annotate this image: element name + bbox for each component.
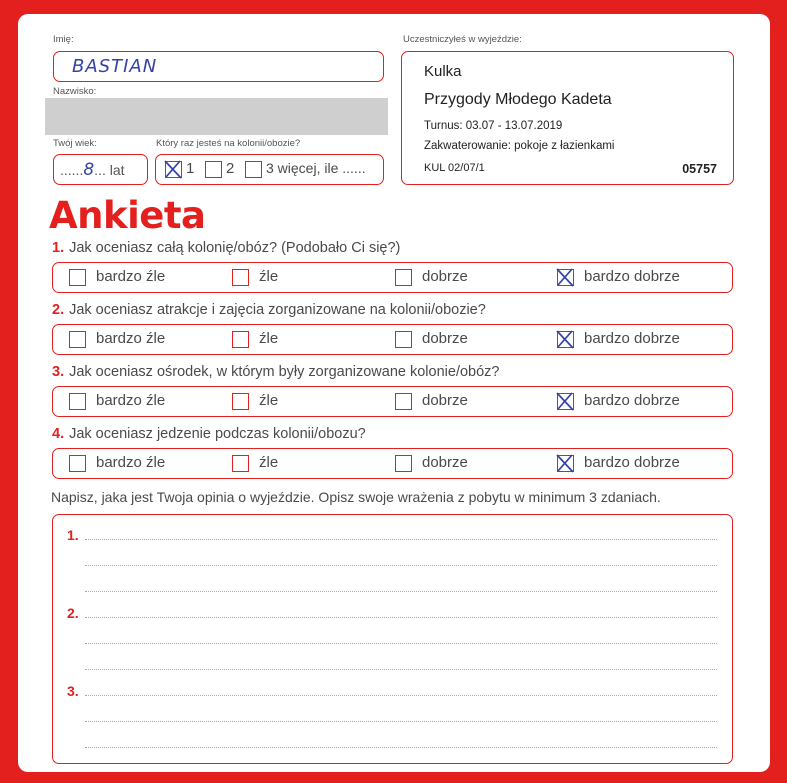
opinion-line-number: 1.	[67, 527, 79, 543]
question-number: 3.	[52, 364, 65, 380]
question-number: 2.	[52, 302, 65, 318]
survey-title: Ankieta	[49, 194, 206, 237]
writing-line	[85, 565, 717, 566]
trip-name: Przygody Młodego Kadeta	[424, 91, 612, 108]
option-label: źle	[259, 330, 279, 347]
trip-info-box	[401, 51, 734, 185]
times-checkbox-1[interactable]	[165, 161, 182, 178]
option-label: dobrze	[422, 454, 468, 471]
opinion-prompt: Napisz, jaka jest Twoja opinia o wyjeździe. Opisz swoje wrażenia z pobytu w minimum 3 zdaniach.	[51, 489, 661, 505]
trip-label: Uczestniczyłeś w wyjeździe:	[403, 34, 522, 45]
question-text: Jak oceniasz ośrodek, w którym były zorganizowane kolonie/obóz?	[69, 364, 500, 380]
option-label: źle	[259, 392, 279, 409]
option-label: źle	[259, 454, 279, 471]
writing-line	[85, 617, 717, 618]
writing-line	[85, 591, 717, 592]
age-field[interactable]	[53, 154, 148, 185]
option-label: bardzo dobrze	[584, 454, 680, 471]
name-value: BASTIAN	[72, 56, 158, 77]
times-option-3: 3 więcej, ile ......	[266, 160, 366, 176]
question-text: Jak oceniasz całą kolonię/obóz? (Podobało Ci się?)	[69, 240, 401, 256]
option-checkbox[interactable]	[557, 393, 574, 410]
question-4-text	[52, 426, 366, 442]
times-checkbox-2[interactable]	[205, 161, 222, 178]
trip-number: 05757	[682, 162, 717, 176]
option-checkbox[interactable]	[232, 331, 249, 348]
option-checkbox[interactable]	[69, 455, 86, 472]
age-label: Twój wiek:	[53, 138, 97, 149]
option-label: bardzo dobrze	[584, 268, 680, 285]
times-checkbox-3[interactable]	[245, 161, 262, 178]
writing-line	[85, 721, 717, 722]
option-label: dobrze	[422, 392, 468, 409]
question-text: Jak oceniasz jedzenie podczas kolonii/obozu?	[69, 426, 366, 442]
times-option-1: 1	[186, 160, 195, 177]
writing-line	[85, 539, 717, 540]
option-label: bardzo dobrze	[584, 330, 680, 347]
option-label: bardzo źle	[96, 330, 166, 347]
option-label: dobrze	[422, 268, 468, 285]
trip-company: Kulka	[424, 63, 462, 80]
option-checkbox[interactable]	[557, 331, 574, 348]
option-checkbox[interactable]	[395, 331, 412, 348]
cross-mark-icon	[555, 391, 575, 411]
times-option-2: 2	[226, 160, 235, 177]
option-label: bardzo źle	[96, 268, 166, 285]
option-checkbox[interactable]	[69, 331, 86, 348]
option-checkbox[interactable]	[232, 269, 249, 286]
writing-line	[85, 695, 717, 696]
question-3-text	[52, 364, 499, 380]
option-label: bardzo źle	[96, 392, 166, 409]
trip-code: KUL 02/07/1	[424, 162, 485, 174]
question-number: 1.	[52, 240, 65, 256]
option-label: źle	[259, 268, 279, 285]
times-field	[155, 154, 384, 185]
opinion-line-number: 3.	[67, 683, 79, 699]
age-value: 8	[83, 160, 95, 180]
age-suffix: ... lat	[94, 162, 125, 178]
option-checkbox[interactable]	[69, 393, 86, 410]
option-checkbox[interactable]	[557, 455, 574, 472]
surname-label: Nazwisko:	[53, 86, 97, 97]
cross-mark-icon	[555, 453, 575, 473]
survey-sheet	[18, 14, 770, 772]
option-checkbox[interactable]	[232, 393, 249, 410]
cross-mark-icon	[555, 267, 575, 287]
times-label: Który raz jesteś na kolonii/obozie?	[156, 138, 301, 149]
option-label: bardzo dobrze	[584, 392, 680, 409]
writing-line	[85, 669, 717, 670]
writing-line	[85, 747, 717, 748]
question-text: Jak oceniasz atrakcje i zajęcia zorganizowane na kolonii/obozie?	[69, 302, 486, 318]
question-1-text	[52, 240, 400, 256]
cross-mark-icon	[555, 329, 575, 349]
opinion-line-number: 2.	[67, 605, 79, 621]
name-field[interactable]	[53, 51, 384, 82]
option-checkbox[interactable]	[69, 269, 86, 286]
name-label: Imię:	[53, 34, 74, 45]
question-2-text	[52, 302, 486, 318]
option-label: bardzo źle	[96, 454, 166, 471]
question-number: 4.	[52, 426, 65, 442]
option-checkbox[interactable]	[395, 455, 412, 472]
trip-accommodation: Zakwaterowanie: pokoje z łazienkami	[424, 140, 615, 152]
writing-line	[85, 643, 717, 644]
opinion-box[interactable]	[52, 514, 733, 764]
option-checkbox[interactable]	[395, 393, 412, 410]
option-checkbox[interactable]	[232, 455, 249, 472]
option-checkbox[interactable]	[395, 269, 412, 286]
option-checkbox[interactable]	[557, 269, 574, 286]
cross-mark-icon	[163, 159, 183, 179]
trip-turnus: Turnus: 03.07 - 13.07.2019	[424, 120, 563, 132]
surname-redacted-field[interactable]	[45, 98, 388, 135]
option-label: dobrze	[422, 330, 468, 347]
age-prefix: ......	[60, 162, 84, 178]
